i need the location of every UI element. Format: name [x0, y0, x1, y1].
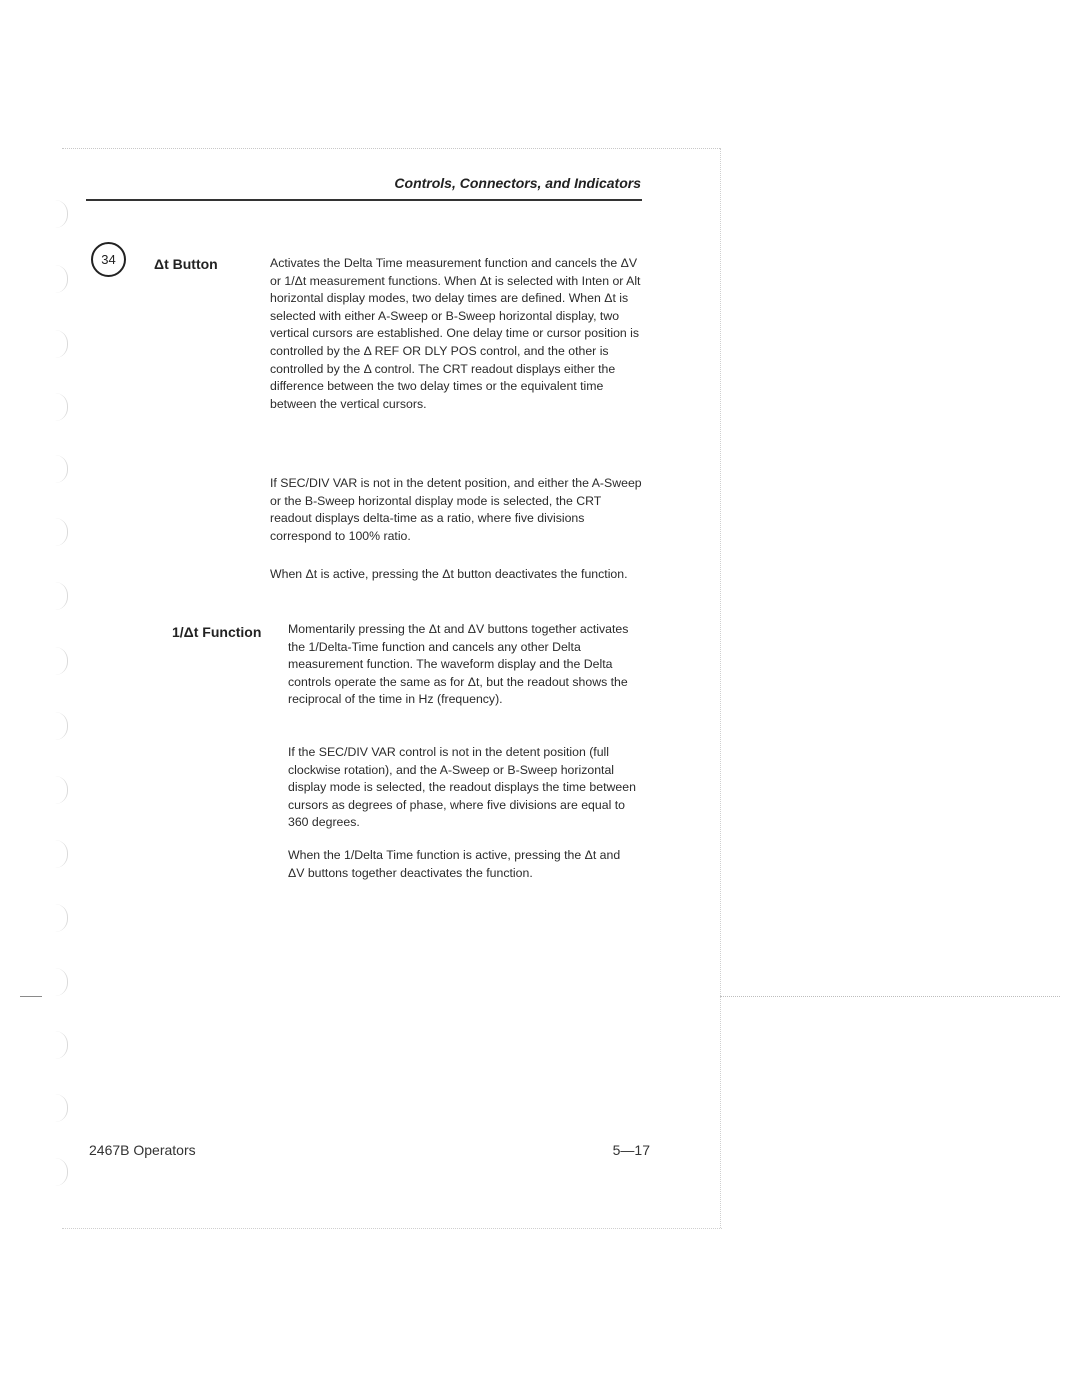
- page-frame-top: [62, 148, 720, 149]
- scan-mark: [20, 996, 42, 997]
- description-paragraph: Momentarily pressing the Δt and ΔV buttons together activates the 1/Delta-Time function and cancels any other Delta measurement function. The waveform display and the Delta controls operate the same as for Δt, but the readout shows the reciprocal of the time in Hz (frequency).: [288, 622, 629, 707]
- binding-hole: [55, 1094, 68, 1122]
- binding-hole: [55, 840, 68, 868]
- binding-hole: [55, 1031, 68, 1059]
- binding-hole: [55, 776, 68, 804]
- footer-page-number: 5—17: [612, 1142, 650, 1158]
- binding-hole: [55, 712, 68, 740]
- page-frame-bottom: [62, 1228, 722, 1229]
- page-frame-right: [720, 148, 721, 1228]
- term-inverse-delta-t-function: 1/Δt Function: [172, 624, 262, 640]
- scan-line: [720, 996, 1060, 997]
- binding-hole: [55, 904, 68, 932]
- binding-hole: [55, 582, 68, 610]
- binding-hole: [55, 200, 68, 228]
- running-header: Controls, Connectors, and Indicators: [394, 175, 641, 191]
- binding-hole: [55, 518, 68, 546]
- binding-hole: [55, 968, 68, 996]
- description-paragraph: When the 1/Delta Time function is active, pressing the Δt and ΔV buttons together deactivates the function.: [288, 848, 621, 880]
- binding-hole: [55, 647, 68, 675]
- item-number-badge: 34: [91, 242, 126, 277]
- description-paragraph: Activates the Delta Time measurement function and cancels the ΔV or 1/Δt measurement functions. When Δt is selected with Inten or Alt horizontal display modes, two delay times are defined. When Δt is selected with either A-Sweep or B-Sweep horizontal display, two vertical cursors are established. One delay time or cursor position is controlled by the Δ REF OR DLY POS control, and the other is controlled by the Δ control. The CRT readout displays either the difference between the two delay times or the equivalent time between the vertical cursors.: [270, 256, 641, 411]
- description-paragraph: If SEC/DIV VAR is not in the detent position, and either the A-Sweep or the B-Sweep horizontal display mode is selected, the CRT readout displays delta-time as a ratio, where five divisions correspond to 100% ratio.: [270, 476, 642, 543]
- description-paragraph: If the SEC/DIV VAR control is not in the detent position (full clockwise rotation), and the A-Sweep or B-Sweep horizontal display mode is selected, the readout displays the time between cursors as degrees of phase, where five divisions are equal to 360 degrees.: [288, 745, 636, 830]
- binding-hole: [55, 455, 68, 483]
- binding-hole: [55, 393, 68, 421]
- description-paragraph: When Δt is active, pressing the Δt button deactivates the function.: [270, 567, 628, 581]
- footer-manual-title: 2467B Operators: [89, 1142, 196, 1158]
- binding-hole: [55, 330, 68, 358]
- binding-hole: [55, 265, 68, 293]
- header-rule: [86, 199, 642, 201]
- term-delta-t-button: Δt Button: [154, 256, 218, 272]
- binding-hole: [55, 1158, 68, 1186]
